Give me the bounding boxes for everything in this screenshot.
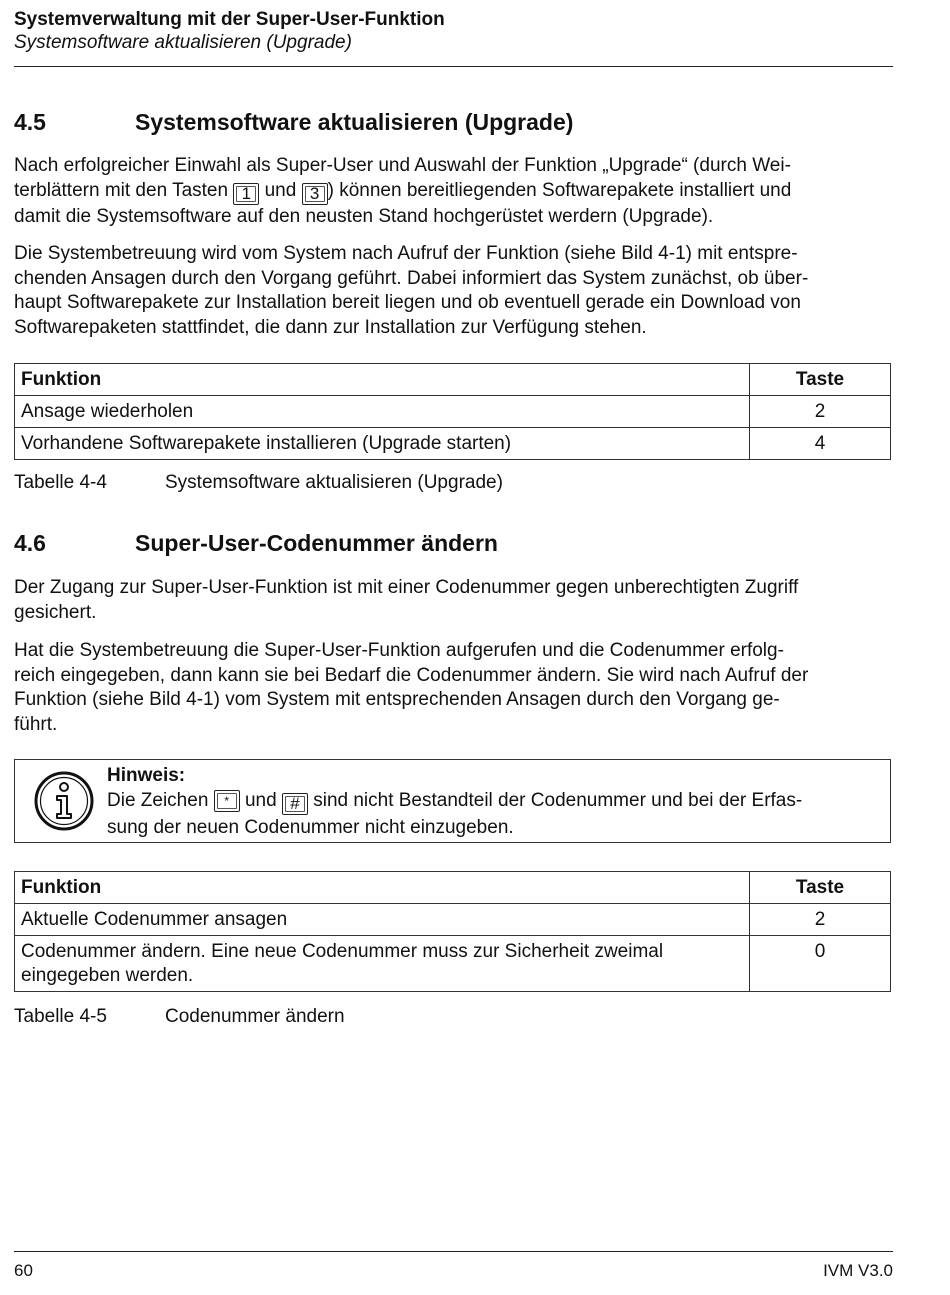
table-row [15,904,891,936]
note-title: Hinweis: [107,765,186,786]
caption-number: Tabelle 4-5 [14,1006,107,1027]
paragraph-code-change [14,639,890,737]
table-caption-4-5 [14,1005,345,1029]
cell-key: 4 [750,428,891,460]
key-label: # [290,794,300,813]
text-line: Der Zugang zur Super-User-Funktion ist mit einer Codenummer gegen unberechtigten Zugriff [14,577,799,598]
text-line: sung der neuen Codenummer nicht einzugeben. [107,817,514,838]
text-line: chenden Ansagen durch den Vorgang geführt. Dabei informiert das System zunächst, ob über- [14,267,809,289]
key-1-icon [233,183,259,205]
paragraph-code-access [14,576,890,625]
note-text [107,788,885,840]
table-code-functions [14,871,891,992]
section-heading-4-5 [14,108,573,136]
table-header-row [15,872,891,904]
caption-text: Systemsoftware aktualisieren (Upgrade) [165,472,503,493]
text-line: damit die Systemsoftware auf den neusten Stand hochgerüstet werdern (Upgrade). [14,205,714,227]
cell-function: Aktuelle Codenummer ansagen [15,904,750,936]
cell-key: 0 [750,936,891,992]
text-line: und [239,790,282,811]
cell-key: 2 [750,904,891,936]
cell-function: Codenummer ändern. Eine neue Codenummer muss zur Sicherheit zweimal eingegeben werden. [15,936,750,992]
paragraph-upgrade-intro [14,154,890,229]
section-heading-4-6 [14,529,498,557]
info-icon [33,770,95,832]
text-line: führt. [14,713,58,735]
text-line: terblättern mit den Tasten [14,179,234,201]
column-header-key: Taste [750,872,891,904]
caption-number: Tabelle 4-4 [14,472,107,493]
cell-key: 2 [750,396,891,428]
paragraph-upgrade-details [14,242,890,340]
table-header-row [15,364,891,396]
text-line: und [259,179,302,201]
text-line: Hat die Systembetreuung die Super-User-Funktion aufgerufen und die Codenummer erfolg- [14,640,784,661]
document-id: IVM V3.0 [823,1261,893,1280]
text-line: Die Systembetreuung wird vom System nach Aufruf der Funktion (siehe Bild 4-1) mit entspre- [14,243,798,264]
text-line: haupt Softwarepakete zur Installation bereit liegen und ob eventuell gerade ein Download von [14,292,801,313]
note-box [14,759,891,843]
text-line: Softwarepaketen stattfindet, die dann zur Installation zur Verfügung stehen. [14,316,647,338]
table-row [15,396,891,428]
chapter-title: Systemverwaltung mit der Super-User-Funktion [14,9,445,30]
text-line: reich eingegeben, dann kann sie bei Bedarf die Codenummer ändern. Sie wird nach Aufruf der [14,664,809,686]
section-number: 4.6 [14,530,46,556]
section-title: Super-User-Codenummer ändern [135,530,498,556]
column-header-key: Taste [750,364,891,396]
section-title: Systemsoftware aktualisieren (Upgrade) [135,109,574,135]
text-line: ) können bereitliegenden Softwarepakete installiert und [327,179,792,201]
column-header-function: Funktion [15,364,750,396]
chapter-subtitle: Systemsoftware aktualisieren (Upgrade) [14,32,352,53]
text-line: Die Zeichen [107,790,214,811]
page-number: 60 [14,1261,33,1280]
text-line: Funktion (siehe Bild 4-1) vom System mit entsprechenden Ansagen durch den Vorgang ge- [14,689,780,710]
column-header-function: Funktion [15,872,750,904]
table-upgrade-functions [14,363,891,460]
text-line: gesichert. [14,601,97,623]
key-star-icon [214,790,240,812]
key-label: 1 [241,183,252,203]
caption-text: Codenummer ändern [165,1006,345,1027]
key-label: 3 [309,183,320,203]
key-3-icon [302,183,328,205]
page-header [14,8,893,67]
key-hash-icon [282,793,308,815]
section-number: 4.5 [14,109,46,135]
page-footer [14,1251,893,1280]
text-line: Nach erfolgreicher Einwahl als Super-User und Auswahl der Funktion „Upgrade“ (durch Wei- [14,155,791,176]
table-caption-4-4 [14,471,503,495]
table-row [15,936,891,992]
key-label: * [224,794,229,808]
table-row [15,428,891,460]
text-line: sind nicht Bestandteil der Codenummer und bei der Erfas- [307,790,803,811]
cell-function: Ansage wiederholen [15,396,750,428]
cell-function: Vorhandene Softwarepakete installieren (Upgrade starten) [15,428,750,460]
